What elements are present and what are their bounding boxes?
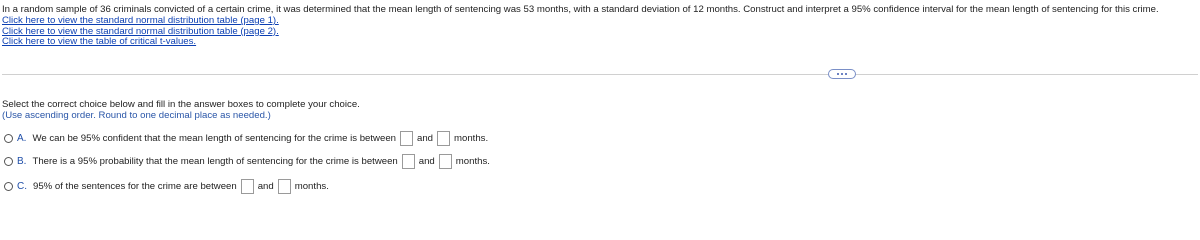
- resource-links: [2, 16, 279, 48]
- question-text: In a random sample of 36 criminals convicted of a certain crime, it was determined that the mean length of sentencing was 53 months, with a standard deviation of 12 months. Construct and interpret a 95% confidence interval for the mean length of sentencing for this crime.: [2, 4, 1159, 15]
- choice-b-lower-input[interactable]: [402, 154, 415, 169]
- divider: [2, 74, 1198, 75]
- instructions-sub: (Use ascending order. Round to one decimal place as needed.): [2, 110, 271, 121]
- instructions-main: Select the correct choice below and fill in the answer boxes to complete your choice.: [2, 99, 360, 110]
- normal-table-page2-link[interactable]: Click here to view the standard normal distribution table (page 2).: [2, 25, 279, 37]
- choice-c-radio[interactable]: [4, 182, 13, 191]
- choice-b-unit: months.: [455, 155, 490, 167]
- choice-b-upper-input[interactable]: [439, 154, 452, 169]
- choice-c-upper-input[interactable]: [278, 179, 291, 194]
- choice-c-unit: months.: [294, 180, 329, 192]
- instructions: [2, 99, 360, 121]
- choice-a-upper-input[interactable]: [437, 131, 450, 146]
- choice-b-and: and: [418, 155, 435, 167]
- choice-a-lower-input[interactable]: [400, 131, 413, 146]
- choice-b: [4, 152, 490, 170]
- choice-c-and: and: [257, 180, 274, 192]
- choice-a-letter: A.: [17, 132, 27, 144]
- t-values-table-link[interactable]: Click here to view the table of critical t-values.: [2, 36, 197, 47]
- choice-b-text: There is a 95% probability that the mean length of sentencing for the crime is between: [32, 155, 398, 167]
- choice-c-lower-input[interactable]: [241, 179, 254, 194]
- choice-a-radio[interactable]: [4, 134, 13, 143]
- choice-b-letter: B.: [17, 155, 27, 167]
- choice-b-radio[interactable]: [4, 157, 13, 166]
- choice-a-unit: months.: [454, 132, 489, 144]
- normal-table-page1-link[interactable]: Click here to view the standard normal distribution table (page 1).: [2, 15, 279, 26]
- expand-button[interactable]: [828, 69, 856, 79]
- choice-c-letter: C.: [17, 180, 27, 192]
- choice-a-text: We can be 95% confident that the mean length of sentencing for the crime is between: [32, 132, 396, 144]
- choice-c-text: 95% of the sentences for the crime are between: [33, 180, 237, 192]
- ellipsis-icon: [837, 73, 847, 75]
- choice-c: [4, 177, 329, 195]
- choice-a-and: and: [417, 132, 434, 144]
- choice-a: [4, 129, 488, 147]
